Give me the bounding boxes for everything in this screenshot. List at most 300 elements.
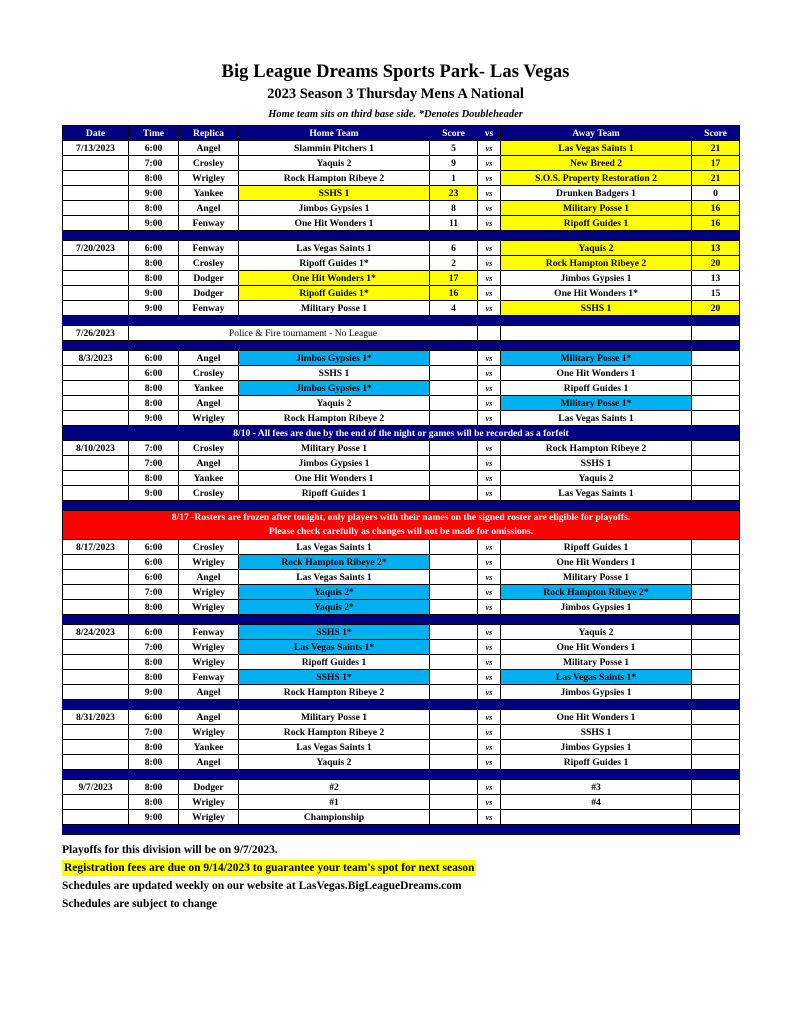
cell-replica: Crosley <box>179 156 239 171</box>
cell-away-team: Rock Hampton Ribeye 2 <box>501 441 692 456</box>
cell-time: 9:00 <box>129 186 179 201</box>
cell-score-home <box>430 670 478 685</box>
cell-time: 7:00 <box>129 640 179 655</box>
cell-date: 8/17/2023 <box>63 540 129 555</box>
cell-date: 8/31/2023 <box>63 710 129 725</box>
cell-time: 6:00 <box>129 241 179 256</box>
roster-freeze-line-2: Please check carefully as changes will not be made for omissions. <box>268 526 534 537</box>
cell-score-home <box>430 471 478 486</box>
cell-home-team: Yaquis 2 <box>239 396 430 411</box>
cell-home-team: Rock Hampton Ribeye 2 <box>239 685 430 700</box>
cell-score-home <box>430 710 478 725</box>
cell-home-team: SSHS 1 <box>239 186 430 201</box>
cell-score-away <box>692 381 740 396</box>
cell-score-home <box>430 570 478 585</box>
cell-score-away: 16 <box>692 216 740 231</box>
cell-vs: vs <box>478 216 501 231</box>
cell-home-team: SSHS 1* <box>239 670 430 685</box>
cell-score-home: 16 <box>430 286 478 301</box>
cell-score-away: 0 <box>692 186 740 201</box>
cell-home-team: Jimbos Gypsies 1 <box>239 456 430 471</box>
cell-away-team: Ripoff Guides 1 <box>501 381 692 396</box>
table-row <box>63 540 740 555</box>
cell-home-team: Military Posse 1 <box>239 441 430 456</box>
table-body <box>63 141 740 835</box>
cell-score-home <box>430 540 478 555</box>
cell-replica: Angel <box>179 710 239 725</box>
table-row <box>63 600 740 615</box>
cell-score-away: 21 <box>692 141 740 156</box>
cell-replica: Yankee <box>179 740 239 755</box>
cell-time: 8:00 <box>129 171 179 186</box>
cell-score-away <box>692 396 740 411</box>
cell-vs: vs <box>478 471 501 486</box>
column-header-home-team: Home Team <box>239 126 430 141</box>
cell-score-away <box>692 441 740 456</box>
cell-home-team: Las Vegas Saints 1* <box>239 640 430 655</box>
cell-away-team: Yaquis 2 <box>501 471 692 486</box>
table-row <box>63 471 740 486</box>
cell-away-team <box>501 326 692 341</box>
cell-date <box>63 486 129 501</box>
section-divider <box>63 825 740 835</box>
cell-home-team: Yaquis 2* <box>239 600 430 615</box>
cell-vs: vs <box>478 740 501 755</box>
cell-score-home <box>430 625 478 640</box>
cell-time: 8:00 <box>129 655 179 670</box>
cell-score-home: 2 <box>430 256 478 271</box>
cell-vs: vs <box>478 381 501 396</box>
section-divider <box>63 341 740 351</box>
cell-replica: Crosley <box>179 256 239 271</box>
cell-score-away <box>692 456 740 471</box>
cell-score-home <box>430 396 478 411</box>
table-row <box>63 585 740 600</box>
table-row <box>63 271 740 286</box>
cell-replica: Crosley <box>179 366 239 381</box>
column-header-score-away: Score <box>692 126 740 141</box>
cell-replica: Wrigley <box>179 171 239 186</box>
cell-date <box>63 156 129 171</box>
cell-home-team: Championship <box>239 810 430 825</box>
cell-score-away <box>692 486 740 501</box>
tournament-text: Police & Fire tournament - No League <box>129 326 478 341</box>
cell-time: 9:00 <box>129 685 179 700</box>
section-divider-cell <box>63 770 740 780</box>
cell-score-home <box>430 685 478 700</box>
table-row <box>63 486 740 501</box>
cell-score-away <box>692 326 740 341</box>
cell-vs: vs <box>478 141 501 156</box>
roster-freeze-notice <box>63 511 740 540</box>
cell-away-team <box>501 810 692 825</box>
cell-away-team: Military Posse 1 <box>501 655 692 670</box>
section-divider <box>63 231 740 241</box>
section-divider <box>63 316 740 326</box>
cell-time: 9:00 <box>129 286 179 301</box>
cell-home-team: Yaquis 2 <box>239 156 430 171</box>
page-note: Home team sits on third base side. *Denotes Doubleheader <box>268 109 523 120</box>
table-row <box>63 685 740 700</box>
cell-vs: vs <box>478 640 501 655</box>
cell-vs: vs <box>478 301 501 316</box>
cell-score-away <box>692 740 740 755</box>
cell-vs: vs <box>478 256 501 271</box>
page-title: Big League Dreams Sports Park- Las Vegas <box>221 62 570 82</box>
cell-home-team: Las Vegas Saints 1 <box>239 540 430 555</box>
cell-score-home <box>430 795 478 810</box>
cell-away-team: Jimbos Gypsies 1 <box>501 600 692 615</box>
section-divider-cell <box>63 341 740 351</box>
footer-line-subject-to-change: Schedules are subject to change <box>62 898 218 910</box>
cell-vs: vs <box>478 186 501 201</box>
cell-home-team: Slammin Pitchers 1 <box>239 141 430 156</box>
cell-score-home <box>430 780 478 795</box>
footer-line-website: Schedules are updated weekly on our website at LasVegas.BigLeagueDreams.com <box>62 880 462 892</box>
cell-date <box>63 585 129 600</box>
cell-replica: Angel <box>179 396 239 411</box>
footer-line-registration: Registration fees are due on 9/14/2023 to guarantee your team's spot for next season <box>64 862 475 874</box>
cell-home-team: SSHS 1* <box>239 625 430 640</box>
cell-date <box>63 740 129 755</box>
cell-away-team: Ripoff Guides 1 <box>501 540 692 555</box>
cell-score-away <box>692 685 740 700</box>
cell-date <box>63 471 129 486</box>
cell-time: 8:00 <box>129 256 179 271</box>
cell-date <box>63 795 129 810</box>
cell-replica: Dodger <box>179 271 239 286</box>
table-row <box>63 256 740 271</box>
cell-time: 6:00 <box>129 351 179 366</box>
roster-freeze-line-1: 8/17 -Rosters are frozen after tonight, only players with their names on the signed roster are eligible for playoffs. <box>171 512 631 523</box>
cell-replica: Dodger <box>179 780 239 795</box>
cell-vs: vs <box>478 171 501 186</box>
column-header-score-home: Score <box>430 126 478 141</box>
cell-home-team: Jimbos Gypsies 1* <box>239 381 430 396</box>
cell-time: 8:00 <box>129 670 179 685</box>
table-row <box>63 780 740 795</box>
cell-score-away <box>692 625 740 640</box>
cell-home-team: Las Vegas Saints 1 <box>239 241 430 256</box>
table-row <box>63 810 740 825</box>
cell-vs: vs <box>478 555 501 570</box>
cell-vs: vs <box>478 366 501 381</box>
title-block <box>62 0 729 120</box>
section-divider-cell <box>63 825 740 835</box>
cell-vs: vs <box>478 241 501 256</box>
cell-score-away <box>692 795 740 810</box>
cell-replica: Fenway <box>179 301 239 316</box>
cell-date <box>63 271 129 286</box>
cell-score-away <box>692 810 740 825</box>
footer-line-playoffs: Playoffs for this division will be on 9/7/2023. <box>62 844 278 856</box>
column-header-time: Time <box>129 126 179 141</box>
cell-score-home <box>430 585 478 600</box>
cell-date <box>63 755 129 770</box>
cell-date <box>63 366 129 381</box>
cell-score-home <box>430 600 478 615</box>
cell-replica: Wrigley <box>179 795 239 810</box>
table-row <box>63 755 740 770</box>
cell-replica: Wrigley <box>179 411 239 426</box>
table-row <box>63 366 740 381</box>
cell-vs: vs <box>478 271 501 286</box>
cell-date <box>63 411 129 426</box>
cell-replica: Wrigley <box>179 600 239 615</box>
cell-date <box>63 570 129 585</box>
cell-home-team: Ripoff Guides 1 <box>239 486 430 501</box>
cell-replica: Angel <box>179 755 239 770</box>
section-divider-cell <box>63 615 740 625</box>
cell-vs: vs <box>478 670 501 685</box>
cell-score-away <box>692 655 740 670</box>
cell-date <box>63 640 129 655</box>
cell-away-team: One Hit Wonders 1 <box>501 710 692 725</box>
table-row <box>63 795 740 810</box>
table-row <box>63 725 740 740</box>
cell-away-team: Rock Hampton Ribeye 2* <box>501 585 692 600</box>
cell-score-home: 9 <box>430 156 478 171</box>
cell-away-team: Military Posse 1* <box>501 396 692 411</box>
cell-away-team: Yaquis 2 <box>501 625 692 640</box>
cell-time: 8:00 <box>129 396 179 411</box>
cell-home-team: Las Vegas Saints 1 <box>239 740 430 755</box>
cell-replica: Yankee <box>179 471 239 486</box>
cell-home-team: Military Posse 1 <box>239 710 430 725</box>
table-row <box>63 670 740 685</box>
cell-home-team: #2 <box>239 780 430 795</box>
cell-away-team: Jimbos Gypsies 1 <box>501 740 692 755</box>
cell-score-home: 1 <box>430 171 478 186</box>
cell-time: 8:00 <box>129 795 179 810</box>
table-row <box>63 171 740 186</box>
cell-time: 6:00 <box>129 555 179 570</box>
section-divider <box>63 501 740 511</box>
cell-score-away <box>692 600 740 615</box>
cell-score-away <box>692 710 740 725</box>
cell-vs: vs <box>478 600 501 615</box>
cell-away-team: Military Posse 1 <box>501 201 692 216</box>
cell-vs: vs <box>478 570 501 585</box>
table-row <box>63 710 740 725</box>
cell-time: 8:00 <box>129 740 179 755</box>
cell-replica: Angel <box>179 141 239 156</box>
cell-score-home <box>430 486 478 501</box>
cell-date <box>63 456 129 471</box>
cell-time: 6:00 <box>129 625 179 640</box>
cell-score-home <box>430 640 478 655</box>
cell-score-home <box>430 655 478 670</box>
table-row <box>63 381 740 396</box>
cell-vs: vs <box>478 456 501 471</box>
cell-replica: Crosley <box>179 486 239 501</box>
cell-date <box>63 216 129 231</box>
cell-time: 6:00 <box>129 366 179 381</box>
cell-away-team: Las Vegas Saints 1 <box>501 411 692 426</box>
cell-score-away <box>692 555 740 570</box>
cell-time: 6:00 <box>129 540 179 555</box>
cell-home-team: Rock Hampton Ribeye 2 <box>239 171 430 186</box>
roster-freeze-text <box>63 511 740 540</box>
cell-date: 8/10/2023 <box>63 441 129 456</box>
cell-score-home <box>430 381 478 396</box>
cell-vs: vs <box>478 351 501 366</box>
section-divider-cell <box>63 501 740 511</box>
cell-vs: vs <box>478 411 501 426</box>
cell-replica: Wrigley <box>179 640 239 655</box>
cell-date <box>63 381 129 396</box>
cell-score-away <box>692 366 740 381</box>
table-row <box>63 411 740 426</box>
cell-date <box>63 186 129 201</box>
cell-replica: Angel <box>179 456 239 471</box>
section-divider-cell <box>63 316 740 326</box>
cell-time: 9:00 <box>129 301 179 316</box>
cell-score-away <box>692 780 740 795</box>
cell-away-team: #4 <box>501 795 692 810</box>
cell-away-team: Las Vegas Saints 1* <box>501 670 692 685</box>
cell-vs: vs <box>478 201 501 216</box>
table-row <box>63 625 740 640</box>
table-row <box>63 555 740 570</box>
cell-vs: vs <box>478 755 501 770</box>
cell-home-team: Yaquis 2 <box>239 755 430 770</box>
cell-replica: Crosley <box>179 441 239 456</box>
cell-score-away: 17 <box>692 156 740 171</box>
table-header-row <box>63 126 740 141</box>
table-row <box>63 156 740 171</box>
cell-score-away: 16 <box>692 201 740 216</box>
cell-home-team: One Hit Wonders 1 <box>239 471 430 486</box>
cell-score-home: 17 <box>430 271 478 286</box>
cell-score-home: 5 <box>430 141 478 156</box>
cell-score-away <box>692 411 740 426</box>
cell-score-home <box>430 725 478 740</box>
cell-date <box>63 396 129 411</box>
cell-home-team: Ripoff Guides 1* <box>239 256 430 271</box>
cell-score-away <box>692 670 740 685</box>
section-divider-cell <box>63 231 740 241</box>
cell-date: 7/26/2023 <box>63 326 129 341</box>
cell-date <box>63 286 129 301</box>
cell-vs: vs <box>478 286 501 301</box>
column-header-date: Date <box>63 126 129 141</box>
cell-score-home <box>430 755 478 770</box>
cell-date <box>63 670 129 685</box>
column-header-vs: vs <box>478 126 501 141</box>
cell-vs: vs <box>478 540 501 555</box>
cell-score-away: 20 <box>692 256 740 271</box>
column-header-away-team: Away Team <box>501 126 692 141</box>
cell-date <box>63 171 129 186</box>
cell-home-team: Las Vegas Saints 1 <box>239 570 430 585</box>
cell-date <box>63 655 129 670</box>
cell-score-home <box>430 810 478 825</box>
cell-time: 6:00 <box>129 710 179 725</box>
cell-replica: Fenway <box>179 670 239 685</box>
section-divider <box>63 615 740 625</box>
cell-away-team: Military Posse 1 <box>501 570 692 585</box>
cell-date: 7/20/2023 <box>63 241 129 256</box>
cell-vs <box>478 326 501 341</box>
cell-score-away <box>692 725 740 740</box>
cell-score-away <box>692 640 740 655</box>
cell-away-team: Jimbos Gypsies 1 <box>501 271 692 286</box>
cell-replica: Angel <box>179 351 239 366</box>
cell-date: 9/7/2023 <box>63 780 129 795</box>
cell-away-team: Las Vegas Saints 1 <box>501 486 692 501</box>
cell-replica: Wrigley <box>179 585 239 600</box>
table-row <box>63 655 740 670</box>
cell-replica: Wrigley <box>179 655 239 670</box>
cell-replica: Angel <box>179 570 239 585</box>
cell-vs: vs <box>478 810 501 825</box>
table-row <box>63 396 740 411</box>
cell-date <box>63 810 129 825</box>
cell-score-home <box>430 740 478 755</box>
cell-score-away: 13 <box>692 271 740 286</box>
cell-date: 8/3/2023 <box>63 351 129 366</box>
cell-score-home <box>430 366 478 381</box>
cell-score-home <box>430 456 478 471</box>
table-row <box>63 201 740 216</box>
cell-score-home: 23 <box>430 186 478 201</box>
cell-time: 8:00 <box>129 271 179 286</box>
section-divider <box>63 770 740 780</box>
cell-replica: Angel <box>179 685 239 700</box>
table-row <box>63 241 740 256</box>
cell-away-team: Rock Hampton Ribeye 2 <box>501 256 692 271</box>
cell-vs: vs <box>478 156 501 171</box>
cell-score-home <box>430 411 478 426</box>
cell-home-team: Military Posse 1 <box>239 301 430 316</box>
cell-replica: Yankee <box>179 186 239 201</box>
cell-time: 9:00 <box>129 486 179 501</box>
cell-vs: vs <box>478 725 501 740</box>
cell-score-home: 11 <box>430 216 478 231</box>
footer-notes <box>62 841 729 913</box>
cell-away-team: S.O.S. Property Restoration 2 <box>501 171 692 186</box>
cell-time: 9:00 <box>129 216 179 231</box>
cell-score-home <box>430 351 478 366</box>
table-row <box>63 286 740 301</box>
cell-replica: Fenway <box>179 241 239 256</box>
cell-date <box>63 725 129 740</box>
cell-replica: Dodger <box>179 286 239 301</box>
cell-home-team: One Hit Wonders 1* <box>239 271 430 286</box>
cell-vs: vs <box>478 795 501 810</box>
cell-away-team: Ripoff Guides 1 <box>501 216 692 231</box>
schedule-table <box>62 125 740 835</box>
table-row <box>63 441 740 456</box>
cell-time: 7:00 <box>129 441 179 456</box>
cell-score-away <box>692 585 740 600</box>
cell-time: 8:00 <box>129 780 179 795</box>
table-row <box>63 640 740 655</box>
cell-time: 8:00 <box>129 201 179 216</box>
cell-date <box>63 685 129 700</box>
cell-vs: vs <box>478 710 501 725</box>
cell-away-team: One Hit Wonders 1 <box>501 366 692 381</box>
cell-score-away <box>692 755 740 770</box>
cell-time: 7:00 <box>129 156 179 171</box>
cell-time: 9:00 <box>129 411 179 426</box>
cell-home-team: Jimbos Gypsies 1* <box>239 351 430 366</box>
cell-score-away <box>692 351 740 366</box>
cell-away-team: Military Posse 1* <box>501 351 692 366</box>
cell-score-away <box>692 570 740 585</box>
cell-away-team: Jimbos Gypsies 1 <box>501 685 692 700</box>
